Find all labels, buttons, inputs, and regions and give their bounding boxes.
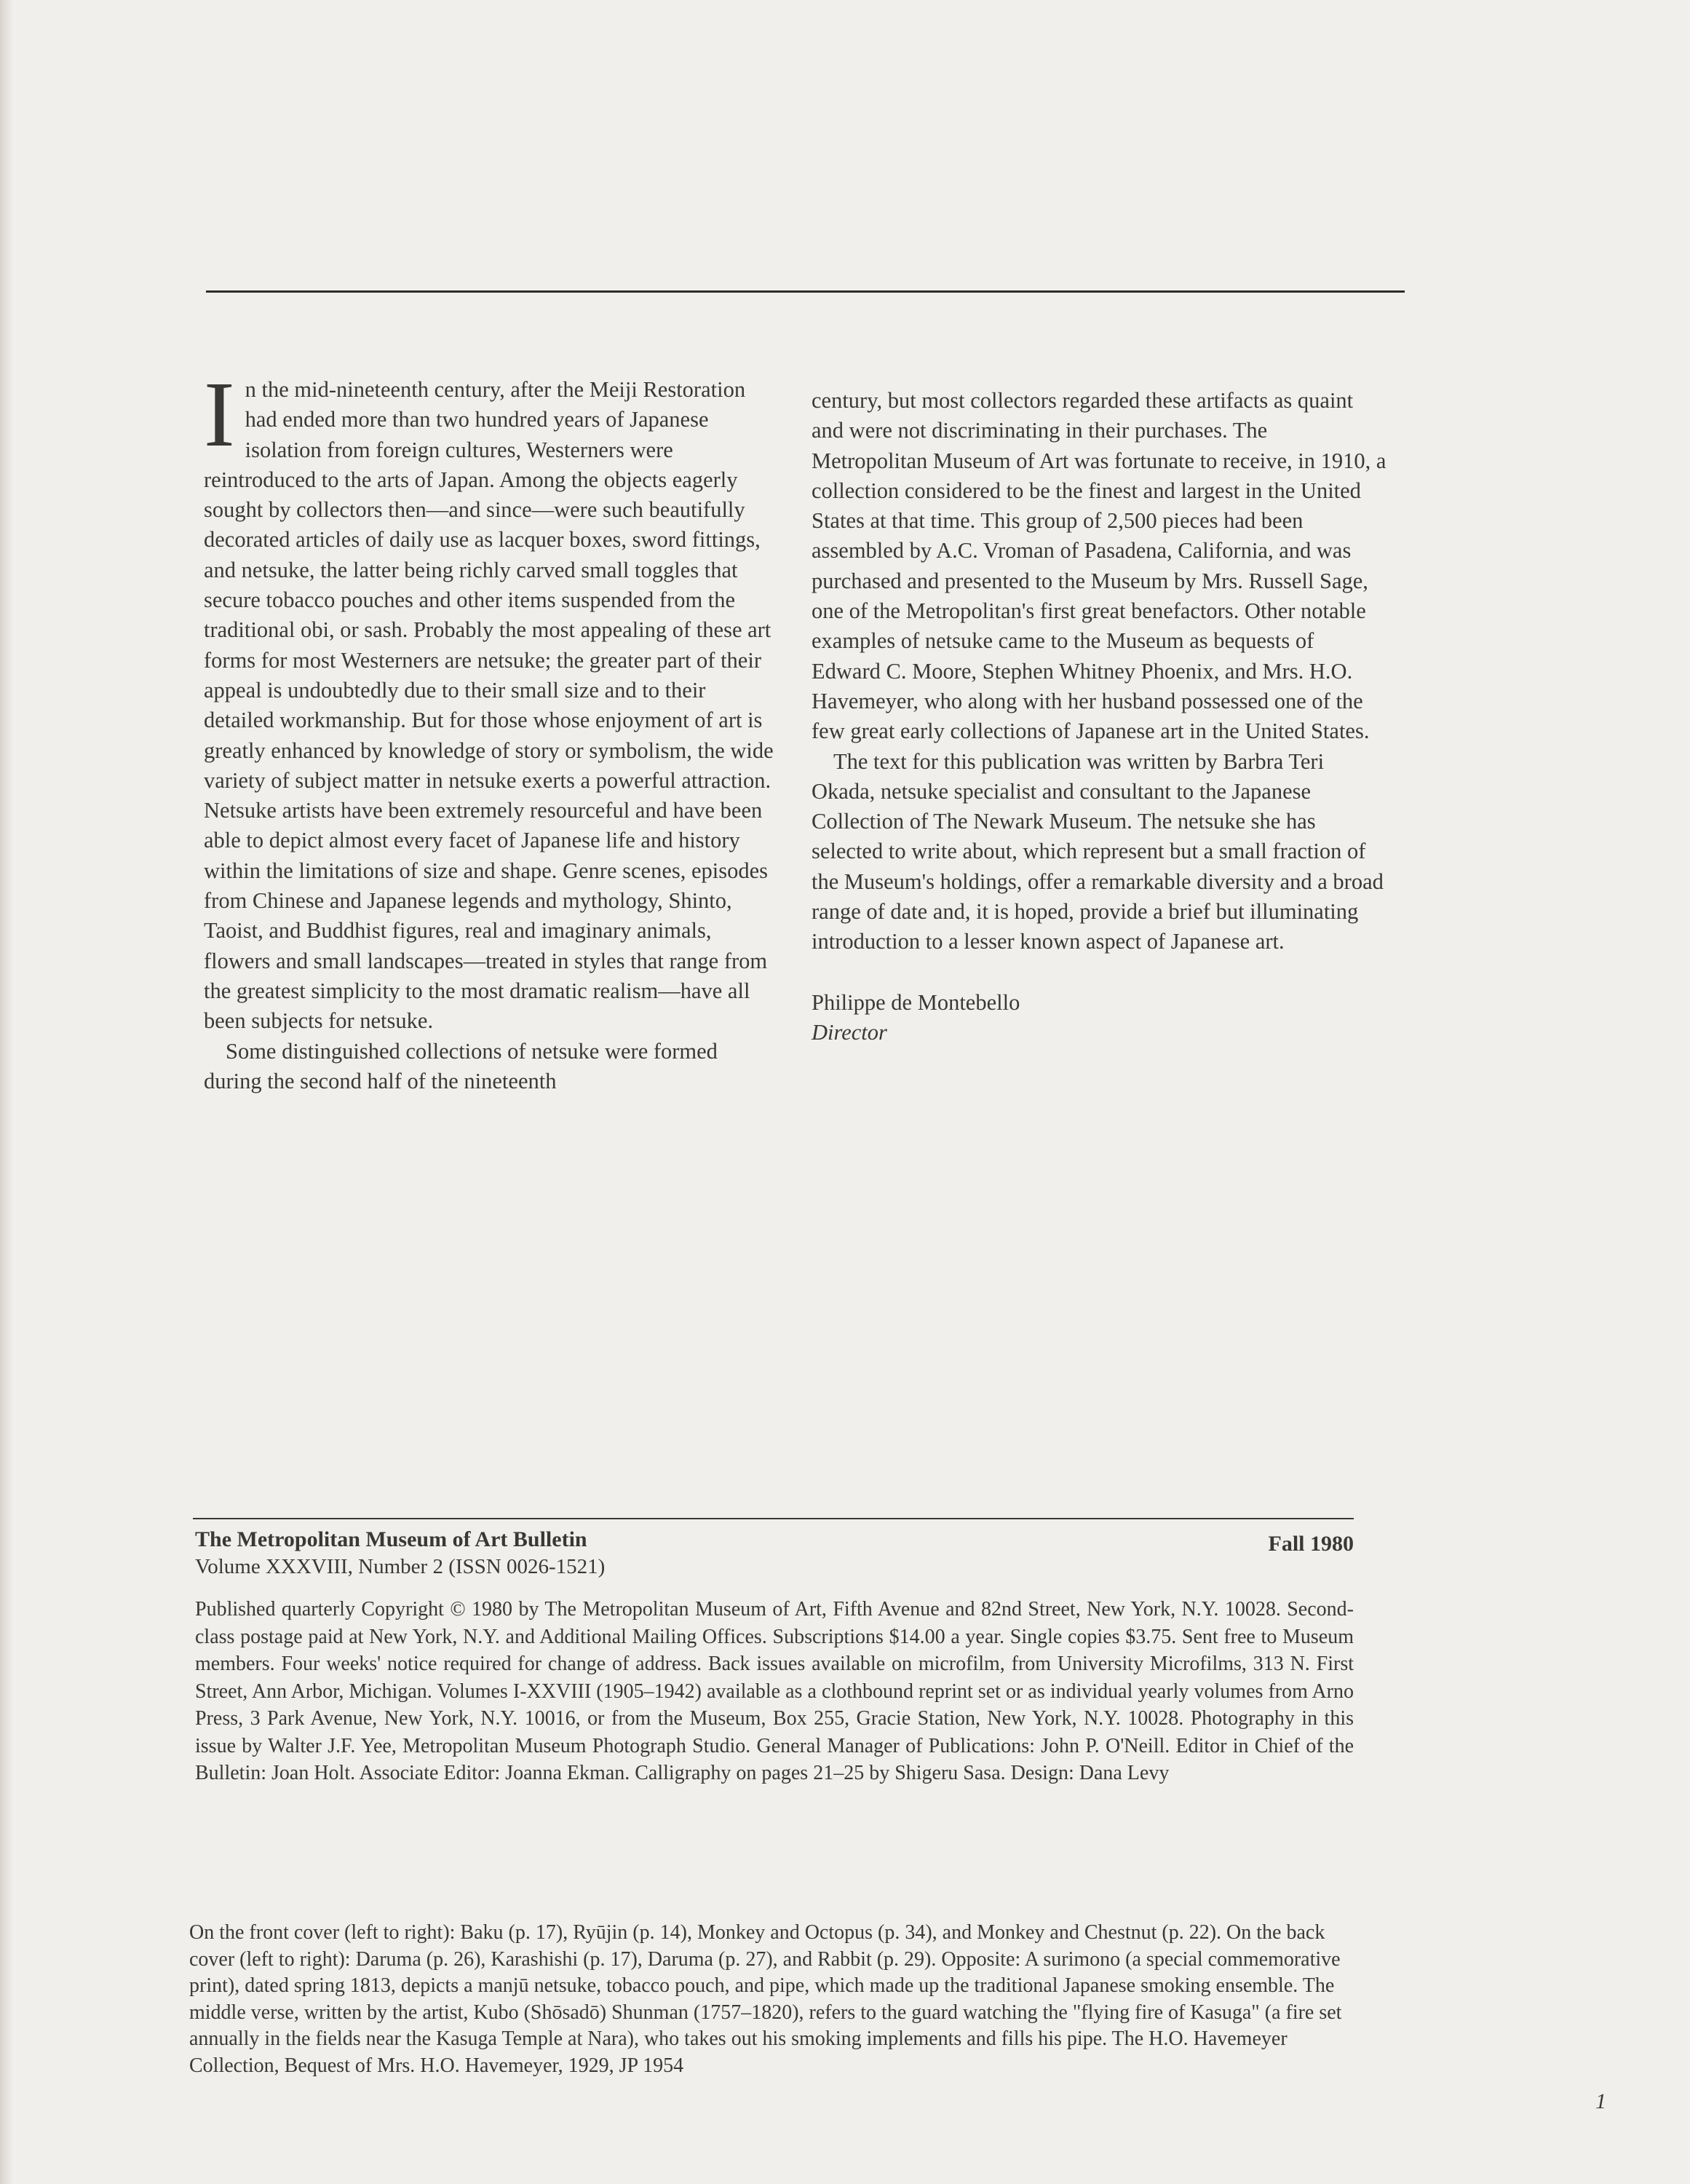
intro-right-column: [812, 386, 1386, 1048]
bulletin-title: The Metropolitan Museum of Art Bulletin: [195, 1527, 587, 1551]
cover-caption-text: On the front cover (left to right): Baku (p. 17), Ryūjin (p. 14), Monkey and Octopus (p. 34), and Monkey and Chestnut (p. 22). On the back cover (left to right): Daruma (p. 26), Karashishi (p. 17), Daruma (p. 27), and Rabbit (p. 29). Opposite: A surimono (a special commemorative print), dated spring 1813, depicts a manjū netsuke, tobacco pouch, and pipe, which made up the traditional Japanese smoking ensemble. The middle verse, written by the artist, Kubo (Shōsadō) Shunman (1757–1820), refers to the guard watching the "flying fire of Kasuga" (a fire set annually in the fields near the Kasuga Temple at Nara), who takes out his smoking implements and fills his pipe. The H.O. Havemeyer Collection, Bequest of Mrs. H.O. Havemeyer, 1929, JP 1954: [189, 1921, 1342, 2077]
director-signature: Philippe de Montebello: [812, 989, 1020, 1015]
intro-paragraph-1-text: n the mid-nineteenth century, after the Meiji Restoration had ended more than two hundred years of Japanese isolation from foreign cultures, Westerners were reintroduced to the arts of Japan. Among the objects eagerly sought by collectors then—and since—were such beautifully decorated articles of daily use as lacquer boxes, sword fittings, and netsuke, the latter being richly carved small toggles that secure tobacco pouches and other items suspended from the traditional obi, or sash. Probably the most appealing of these art forms for most Westerners are netsuke; the greater part of their appeal is undoubtedly due to their small size and to their detailed workmanship. But for those whose enjoyment of art is greatly enhanced by knowledge of story or symbolism, the wide variety of subject matter in netsuke exerts a powerful attraction. Netsuke artists have been extremely resourceful and have been able to depict almost every facet of Japanese life and history within the limitations of size and shape. Genre scenes, episodes from Chinese and Japanese legends and mythology, Shinto, Taoist, and Buddhist figures, real and imaginary animals, flowers and small landscapes—treated in styles that range from the greatest simplicity to the most dramatic realism—have all been subjects for netsuke.: [204, 377, 774, 1034]
cover-caption: [189, 1920, 1354, 2079]
intro-paragraph-3: century, but most collectors regarded these artifacts as quaint and were not discriminating in their purchases. The Metropolitan Museum of Art was fortunate to receive, in 1910, a collection considered to be the finest and largest in the United States at that time. This group of 2,500 pieces had been assembled by A.C. Vroman of Pasadena, California, and was purchased and presented to the Museum by Mrs. Russell Sage, one of the Metropolitan's first great benefactors. Other notable examples of netsuke came to the Museum as bequests of Edward C. Moore, Stephen Whitney Phoenix, and Mrs. H.O. Havemeyer, who along with her husband possessed one of the few great early collections of Japanese art in the United States.: [812, 388, 1386, 744]
masthead-rule: [193, 1518, 1354, 1519]
drop-cap: I: [204, 363, 235, 466]
page-edge-shadow: [0, 0, 13, 2184]
top-rule: [206, 290, 1405, 293]
intro-paragraph-1: [204, 363, 779, 1037]
page-number: 1: [1595, 2089, 1606, 2113]
director-role: Director: [812, 1019, 887, 1045]
issue-date: Fall 1980: [1268, 1532, 1354, 1556]
intro-paragraph-4: The text for this publication was written by Barbra Teri Okada, netsuke specialist and consultant to the Japanese Collection of The Newark Museum. The netsuke she has selected to write about, which represent but a small fraction of the Museum's holdings, offer a remarkable diversity and a broad range of date and, it is hoped, provide a brief but illuminating introduction to a lesser known aspect of Japanese art.: [812, 748, 1384, 954]
intro-paragraph-2: Some distinguished collections of netsuke were formed during the second half of the nineteenth: [204, 1038, 718, 1093]
intro-left-column: [204, 363, 779, 1096]
volume-info: Volume XXXVIII, Number 2 (ISSN 0026-1521): [195, 1555, 606, 1578]
publication-info: Published quarterly Copyright © 1980 by The Metropolitan Museum of Art, Fifth Avenue and 82nd Street, New York, N.Y. 10028. Second-class postage paid at New York, N.Y. and Additional Mailing Offices. Subscriptions $14.00 a year. Single copies $3.75. Sent free to Museum members. Four weeks' notice required for change of address. Back issues available on microfilm, from University Microfilms, 313 N. First Street, Ann Arbor, Michigan. Volumes I-XXVIII (1905–1942) available as a clothbound reprint set or as individual yearly volumes from Arno Press, 3 Park Avenue, New York, N.Y. 10016, or from the Museum, Box 255, Gracie Station, New York, N.Y. 10028. Photography in this issue by Walter J.F. Yee, Metropolitan Museum Photograph Studio. General Manager of Publications: John P. O'Neill. Editor in Chief of the Bulletin: Joan Holt. Associate Editor: Joanna Ekman. Calligraphy on pages 21–25 by Shigeru Sasa. Design: Dana Levy: [195, 1598, 1354, 1784]
